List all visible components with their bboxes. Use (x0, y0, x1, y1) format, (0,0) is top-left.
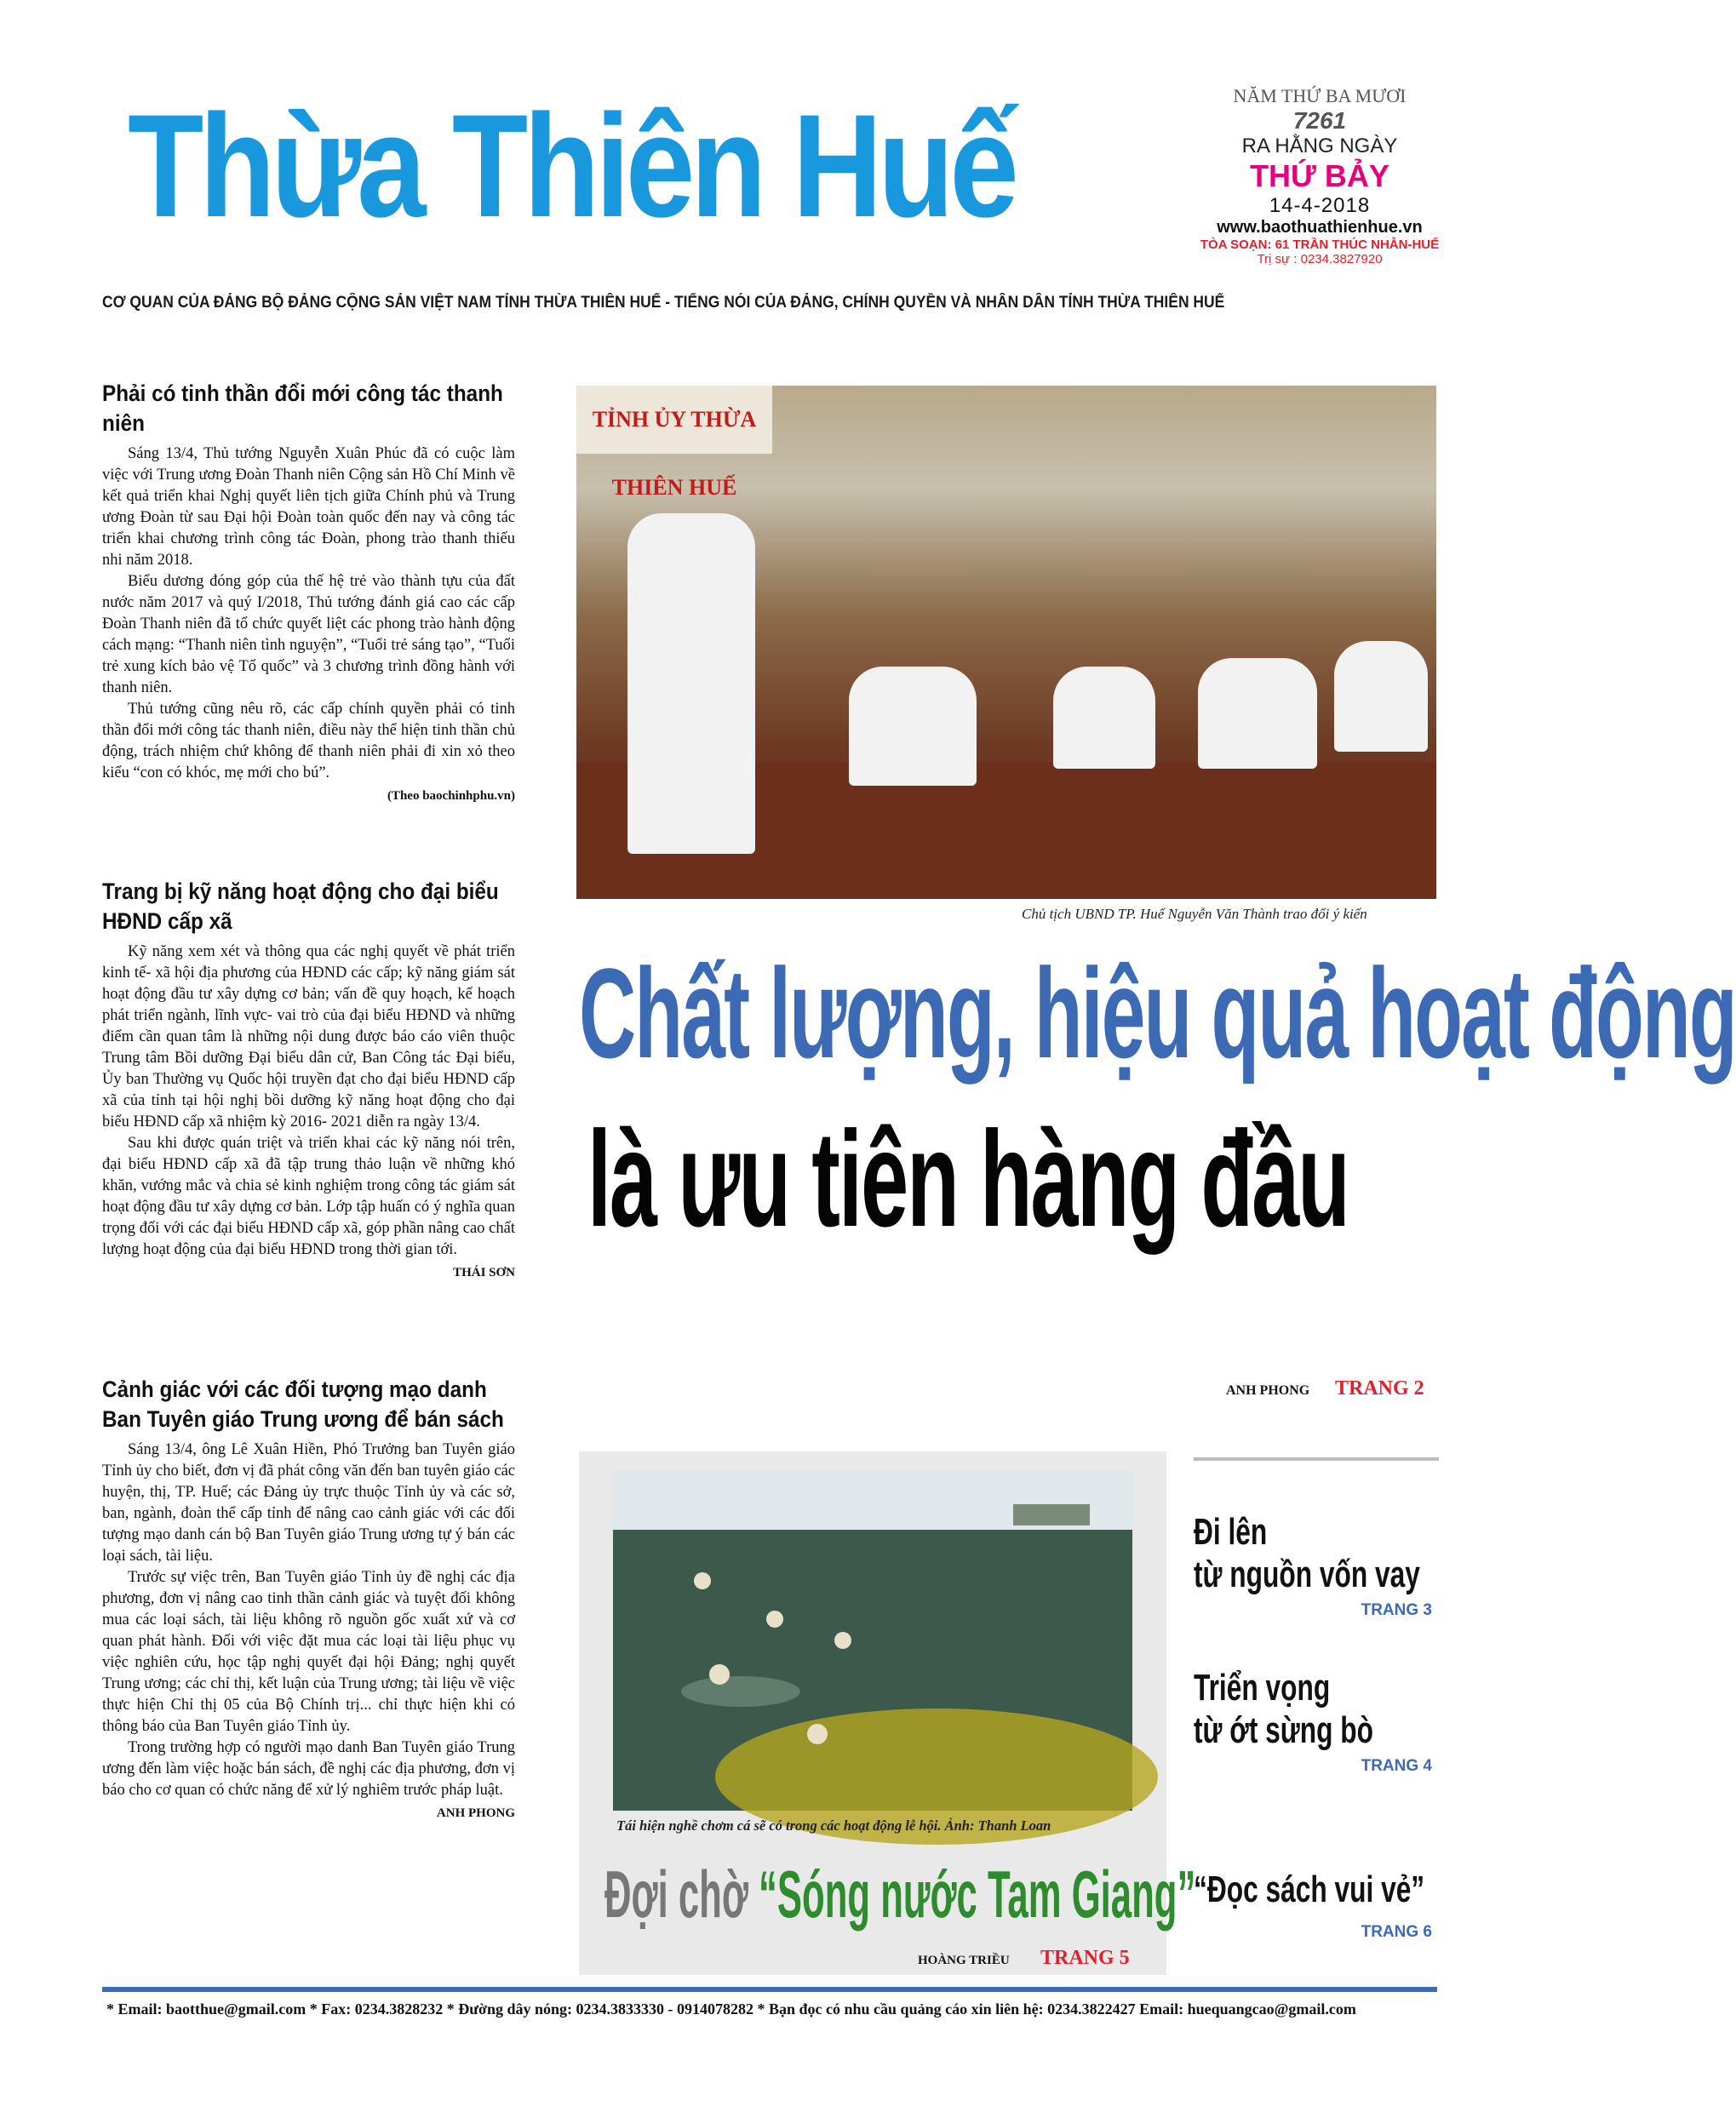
article-youth (102, 379, 515, 804)
article-paragraph: Trong trường hợp có người mạo danh Ban Tuyên giáo Trung ương đến làm việc hoặc bán sách, đề nghị các địa phương, đơn vị báo cho cơ quan có chức năng để xử lý nghiêm trước pháp luật. (102, 1739, 515, 1799)
office-phone: Trị sự : 0234.3827920 (1257, 252, 1383, 266)
article-paragraph: Sau khi được quán triệt và triển khai các kỹ năng nói trên, đại biểu HĐND cấp xã đã tập trung thảo luận về những khó khăn, vướng mắc và chia sẻ kinh nghiệm trong công tác giám sát hoạt động đầu tư xây dựng cơ bản. Lớp tập huấn có ý nghĩa quan trọng đối với các đại biểu HĐND cấp xã, góp phần nâng cao chất lượng hoạt động của đại biểu HĐND trong thời gian tới. (102, 1135, 515, 1258)
feature-headline-quote: “Sóng nước Tam Giang” (759, 1857, 1196, 1932)
teaser-title: Đi lên (1194, 1511, 1268, 1553)
article-warning (102, 1375, 515, 1821)
teaser-title: “Đọc sách vui vẻ” (1194, 1869, 1425, 1910)
article-body (102, 444, 515, 784)
lead-headline-line1[interactable]: Chất lượng, hiệu quả hoạt động (579, 942, 1736, 1085)
article-body (102, 942, 515, 1261)
article-headline[interactable]: Phải có tinh thần đổi mới công tác thanh niên (102, 381, 503, 436)
photo-seated-person (1198, 658, 1317, 769)
feature-headline[interactable] (604, 1852, 1195, 1937)
issue-date: 14-4-2018 (1269, 194, 1371, 217)
feature-author: HOÀNG TRIỀU (918, 1954, 1010, 1967)
photo-seated-person (1053, 667, 1155, 769)
lagoon-photo-illustration (613, 1470, 1132, 1811)
main-photo (576, 386, 1436, 899)
teaser-chili[interactable] (1194, 1667, 1441, 1776)
issue-info (1196, 85, 1443, 266)
website-link[interactable]: www.baothuathienhue.vn (1217, 218, 1423, 237)
publication-frequency: RA HẰNG NGÀY (1241, 135, 1398, 157)
article-headline[interactable]: Cảnh giác với các đối tượng mạo danh Ban Tuyên giáo Trung ương để bán sách (102, 1377, 504, 1432)
article-source: (Theo baochinhphu.vn) (387, 789, 515, 803)
feature-box (579, 1451, 1196, 1975)
photo-standing-person (627, 513, 755, 854)
office-address: TÒA SOẠN: 61 TRẦN THÚC NHẪN-HUẾ (1200, 238, 1440, 252)
article-paragraph: Kỹ năng xem xét và thông qua các nghị quyết về phát triển kinh tế- xã hội địa phương của HĐND các cấp; kỹ năng giám sát hoạt động đầu tư xây dựng cơ bản; vấn đề quy hoạch, kế hoạch phát triển ngành, lĩnh vực- vai trò của đại biểu HĐND và những điểm cần quan tâm là những nội dung được báo cáo viên thuộc Trung tâm Bồi dưỡng Đại biểu dân cử, Ban Công tác Đại biểu, Ủy ban Thường vụ Quốc hội truyền đạt cho đại biểu HĐND cấp xã của tỉnh tại hội nghị bồi dưỡng kỹ năng hoạt động cho đại biểu HĐND cấp xã nhiệm kỳ 2016- 2021 diễn ra ngày 13/4. (102, 943, 515, 1130)
lead-author: ANH PHONG (1226, 1383, 1310, 1398)
teaser-title: từ nguồn vốn vay (1194, 1554, 1420, 1595)
main-photo-caption: Chủ tịch UBND TP. Huế Nguyễn Văn Thành trao đổi ý kiến (1022, 906, 1367, 922)
teaser-title: từ ớt sừng bò (1194, 1709, 1373, 1751)
article-hdnd (102, 877, 515, 1280)
issue-number: 7261 (1292, 107, 1347, 134)
weekday: THỨ BẢY (1250, 158, 1389, 193)
feature-headline-prefix: Đợi chờ (604, 1857, 759, 1932)
feature-photo (613, 1470, 1132, 1811)
article-paragraph: Trước sự việc trên, Ban Tuyên giáo Tỉnh ủy đề nghị các địa phương, đơn vị nâng cao tinh thần cảnh giác và tuyệt đối không mua các loại sách, tài liệu không rõ nguồn gốc xuất xứ và cơ quan phát hành. Đối với việc đặt mua các loại tài liệu phục vụ việc nghiên cứu, học tập nghị quyết đại hội Đảng; nghị quyết Trung ương; các chỉ thị, kết luận của Trung ương; tài liệu về việc thực hiện Chỉ thị 05 của Bộ Chính trị... chỉ thực hiện khi có thông báo của Ban Tuyên giáo Tỉnh ủy. (102, 1569, 515, 1735)
footer-divider (102, 1987, 1437, 1992)
article-paragraph: Sáng 13/4, ông Lê Xuân Hiền, Phó Trưởng ban Tuyên giáo Tỉnh ủy cho biết, đơn vị đã phát công văn đến ban tuyên giáo các huyện, thị, TP. Huế; các Đảng ủy trực thuộc Tỉnh ủy và các sở, ban, ngành, đoàn thể cấp tỉnh để nâng cao cảnh giác với các đối tượng mạo danh cán bộ Ban Tuyên giáo Trung ương tự ý bán các loại sách, tài liệu. (102, 1441, 515, 1565)
teaser-page-link[interactable]: TRANG 6 (1361, 1923, 1432, 1941)
lead-page-link[interactable]: TRANG 2 (1335, 1377, 1424, 1399)
teaser-divider (1194, 1457, 1439, 1461)
teaser-title: Triển vọng (1194, 1667, 1331, 1708)
photo-seated-person (1334, 641, 1428, 752)
photo-seated-person (849, 667, 977, 786)
feature-page-link[interactable]: TRANG 5 (1040, 1947, 1130, 1969)
article-paragraph: Sáng 13/4, Thủ tướng Nguyễn Xuân Phúc đã có cuộc làm việc với Trung ương Đoàn Thanh niên Cộng sản Hồ Chí Minh về kết quả triển khai Nghị quyết liên tịch giữa Chính phủ và Trung ương Đoàn từ sau Đại hội Đoàn toàn quốc đến nay và công tác triển khai chương trình công tác Đoàn, phong trào thanh thiếu nhi năm 2018. (102, 445, 515, 569)
teaser-page-link[interactable]: TRANG 3 (1361, 1601, 1432, 1619)
article-body (102, 1439, 515, 1801)
teaser-reading[interactable] (1194, 1869, 1441, 1942)
article-headline[interactable]: Trang bị kỹ năng hoạt động cho đại biểu HĐND cấp xã (102, 879, 499, 934)
feature-photo-caption: Tái hiện nghề chơm cá sẽ có trong các hoạt động lễ hội. Ảnh: Thanh Loan (616, 1817, 1051, 1834)
newspaper-title: Thừa Thiên Huế (128, 84, 1015, 248)
article-paragraph: Thủ tướng cũng nêu rõ, các cấp chính quyền phải có tinh thần đổi mới công tác thanh niên, điều này thể hiện tinh thần chủ động, trách nhiệm chứ không để thanh niên phải đi xin xỏ theo kiểu “con có khóc, mẹ mới cho bú”. (102, 701, 515, 781)
article-source: ANH PHONG (436, 1806, 515, 1820)
photo-banner-sign: TỈNH ỦY THỪA THIÊN HUẾ (576, 386, 772, 454)
article-source: THÁI SƠN (453, 1266, 515, 1279)
footer-contact: * Email: baotthue@gmail.com * Fax: 0234.3828232 * Đường dây nóng: 0234.3833330 - 0914078282 * Bạn đọc có nhu cầu quảng cáo xin liên hệ: 0234.3822427 Email: huequangcao@gmail.com (106, 2000, 1356, 2018)
newspaper-slogan: CƠ QUAN CỦA ĐẢNG BỘ ĐẢNG CỘNG SẢN VIỆT NAM TỈNH THỪA THIÊN HUẾ - TIẾNG NÓI CỦA ĐẢNG, CHÍNH QUYỀN VÀ NHÂN DÂN TỈNH THỪA THIÊN HUẾ (102, 294, 1225, 312)
publication-year: NĂM THỨ BA MƯƠI (1233, 85, 1407, 106)
teaser-loans[interactable] (1194, 1511, 1441, 1620)
teaser-page-link[interactable]: TRANG 4 (1361, 1757, 1432, 1775)
lead-headline-line2[interactable]: là ưu tiên hàng đầu (587, 1102, 1349, 1255)
article-paragraph: Biểu dương đóng góp của thế hệ trẻ vào thành tựu của đất nước năm 2017 và quý I/2018, Thủ tướng đánh giá cao các cấp Đoàn Thanh niên đã tổ chức quyết liệt các phong trào hành động cách mạng: “Thanh niên tình nguyện”, “Tuổi trẻ sáng tạo”, “Tuổi trẻ xung kích bảo vệ Tổ quốc” và 3 chương trình đồng hành với thanh niên. (102, 573, 515, 696)
